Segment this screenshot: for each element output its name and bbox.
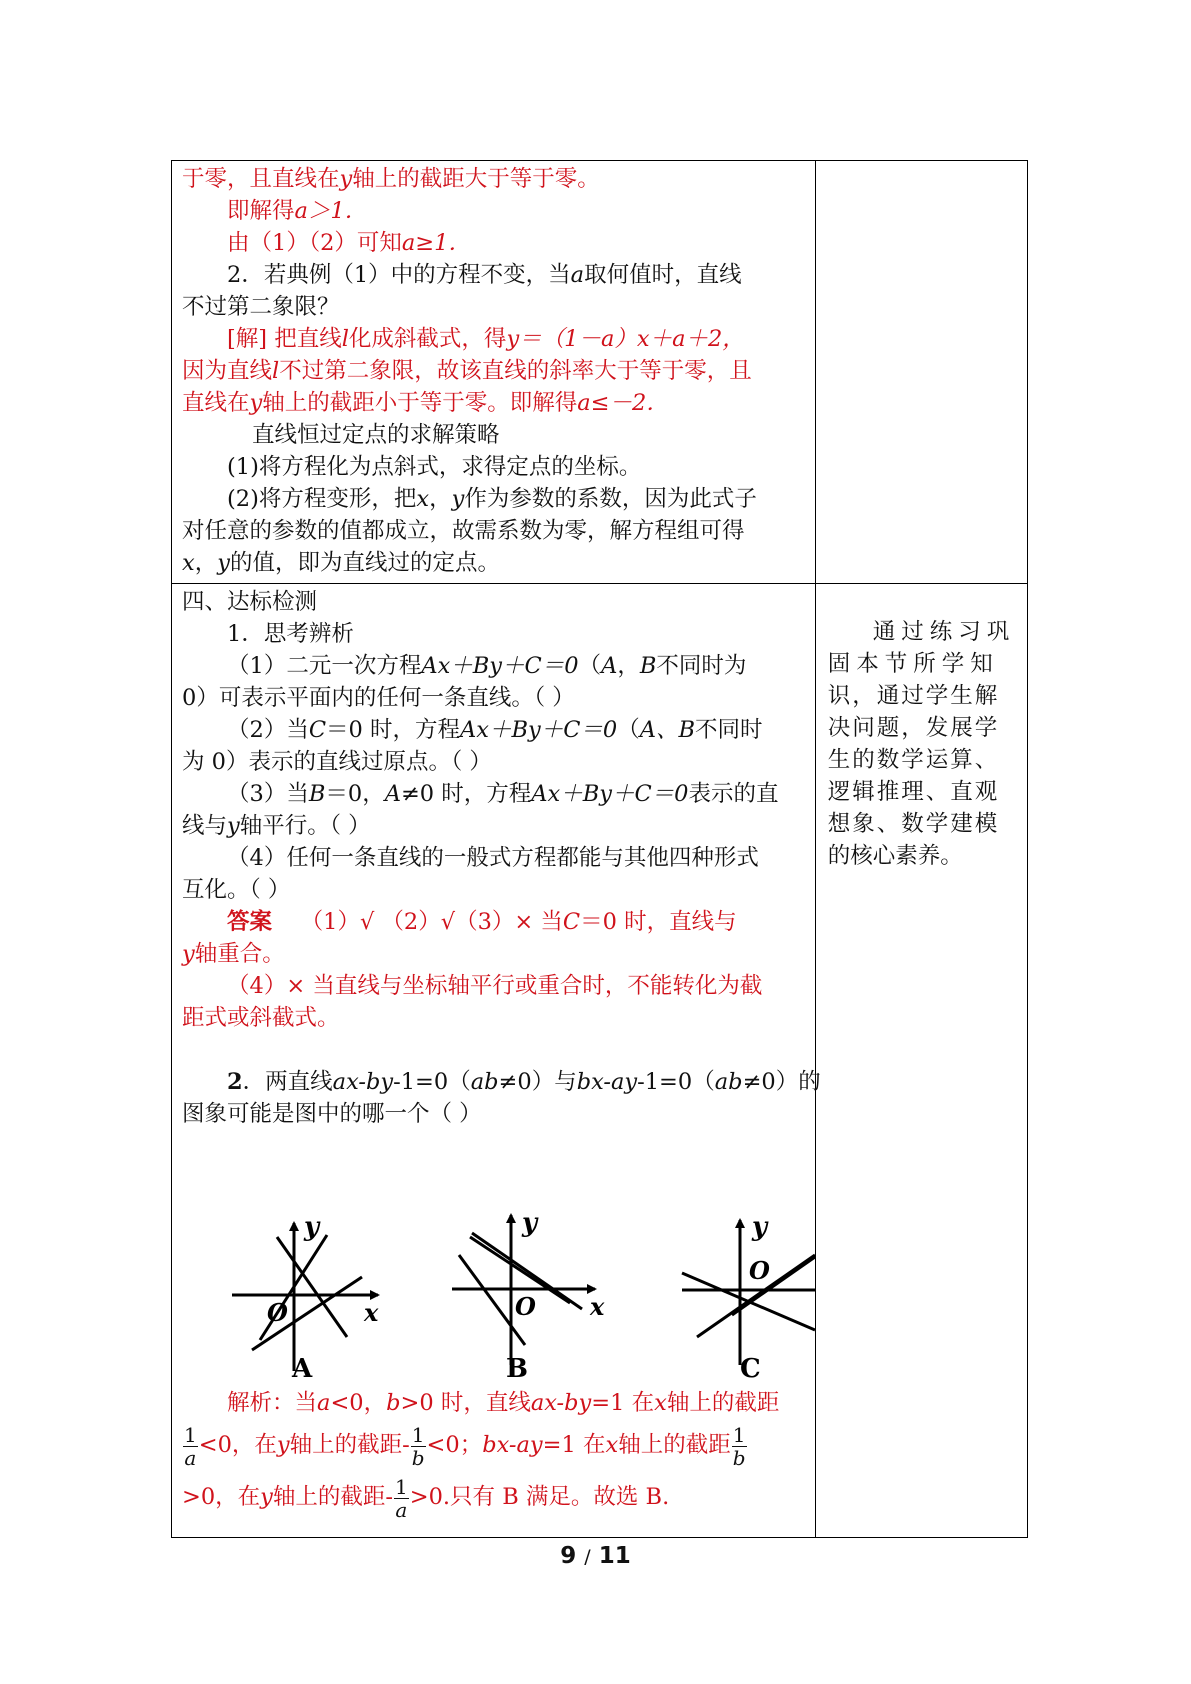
side-note-line: 逻辑推理、直观 xyxy=(827,779,1000,805)
page-current: 9 xyxy=(560,1543,577,1569)
text-line: 0）可表示平面内的任何一条直线。（ ） xyxy=(182,685,575,711)
text-line: 互化。（ ） xyxy=(182,877,291,903)
content-cell-top xyxy=(172,161,816,584)
answer-line: （4）× 当直线与坐标轴平行或重合时，不能转化为截 xyxy=(227,973,763,999)
origin-label: O xyxy=(515,1292,536,1321)
question-1-item: （4）任何一条直线的一般式方程都能与其他四种形式 xyxy=(227,845,759,871)
answer-line: y轴重合。 xyxy=(182,941,285,967)
page-number xyxy=(0,1543,1191,1569)
content-cell-bottom xyxy=(172,584,821,1538)
axis-y-label: y xyxy=(522,1208,538,1238)
axis-x-label: x xyxy=(590,1292,605,1321)
side-note xyxy=(816,584,1027,872)
question-1-title: 1．思考辨析 xyxy=(227,621,354,647)
strategy-line: x，y的值，即为直线过的定点。 xyxy=(182,550,500,576)
strategy-line: 对任意的参数的值都成立，故需系数为零，解方程组可得 xyxy=(182,518,745,544)
axis-y-label: y xyxy=(304,1212,320,1242)
table-row xyxy=(172,584,1028,1538)
text-line: 由（1）（2）可知a≥1． xyxy=(227,230,471,256)
side-note-line: 想象、数学建模 xyxy=(827,811,1000,837)
side-note-line: 决问题，发展学 xyxy=(827,715,1000,741)
fraction: $\frac{1}{a}$ xyxy=(395,1474,408,1522)
explanation-line: 解析：当a<0，b>0 时，直线ax-by=1 在x轴上的截距 xyxy=(227,1390,780,1416)
question-1-item: （3）当B＝0，A≠0 时，方程Ax＋By＋C＝0表示的直 xyxy=(227,781,779,807)
solution-line: 因为直线l不过第二象限，故该直线的斜率大于等于零，且 xyxy=(182,358,752,384)
solution-line: 直线在y轴上的截距小于等于零。即解得a≤－2． xyxy=(182,390,669,416)
explanation-line: >0，在y轴上的截距- $\frac{1}{a}$ >0.只有 B 满足。故选 B. xyxy=(182,1474,670,1522)
table-row xyxy=(172,161,1028,584)
solution-line: [解] 把直线l化成斜截式，得y＝（1－a）x＋a＋2， xyxy=(227,326,745,352)
strategy-line: (2)将方程变形，把x，y作为参数的系数，因为此式子 xyxy=(227,486,757,512)
figures-svg xyxy=(172,1175,815,1384)
fraction: $\frac{1}{a}$ xyxy=(184,1422,197,1470)
explanation-line: $\frac{1}{a}$ <0，在y轴上的截距- $\frac{1}{b}$ <0；bx-ay=1 在x轴上的截距 $\frac{1}{b}$ xyxy=(184,1422,746,1470)
figure-b xyxy=(452,1208,605,1384)
figure-a xyxy=(232,1212,379,1384)
text-line: 不过第二象限？ xyxy=(182,294,340,320)
text-line: 为 0）表示的直线过原点。（ ） xyxy=(182,749,492,775)
answer-figures xyxy=(182,1140,805,1384)
origin-label: O xyxy=(749,1256,770,1285)
answer-line: 距式或斜截式。 xyxy=(182,1005,340,1031)
text-line: 图象可能是图中的哪一个（ ） xyxy=(182,1101,482,1127)
answer-line: 答案 （1）√ （2）√（3）× 当C＝0 时，直线与 xyxy=(227,909,737,935)
figure-c xyxy=(682,1212,815,1384)
figure-label-b: B xyxy=(506,1354,528,1384)
side-note-line: 固本节所学知 xyxy=(827,651,999,677)
axis-x-label: x xyxy=(364,1298,379,1327)
question-2-line: 2．若典例（1）中的方程不变，当a取何值时，直线 xyxy=(227,262,742,288)
page-separator: / xyxy=(584,1546,591,1568)
figure-label-c: C xyxy=(740,1354,761,1384)
figure-label-a: A xyxy=(292,1354,313,1384)
text-line: 线与y轴平行。（ ） xyxy=(182,813,371,839)
side-note-line: 通过练习巩 xyxy=(872,619,1016,645)
axis-y-label: y xyxy=(752,1212,768,1242)
section-title: 四、达标检测 xyxy=(182,589,318,615)
question-1-item: （1）二元一次方程Ax＋By＋C＝0（A，B不同时为 xyxy=(227,653,747,679)
strategy-title: 直线恒过定点的求解策略 xyxy=(252,422,500,448)
question-2-line: 2．两直线ax-by-1=0（ab≠0）与bx-ay-1=0（ab≠0）的 xyxy=(227,1069,821,1095)
answer-label: 答案 xyxy=(227,909,273,935)
fraction: $\frac{1}{b}$ xyxy=(732,1422,746,1470)
page-total: 11 xyxy=(598,1543,631,1569)
side-cell-bottom xyxy=(815,584,1027,1538)
side-note-line: 识，通过学生解 xyxy=(827,683,1000,709)
side-cell-top xyxy=(815,161,1027,584)
side-note-line: 生的数学运算、 xyxy=(827,747,1000,773)
fraction: $\frac{1}{b}$ xyxy=(411,1422,425,1470)
text-line: 即解得a＞1． xyxy=(227,198,368,224)
lesson-table xyxy=(171,160,1028,1538)
question-1-item: （2）当C＝0 时，方程Ax＋By＋C＝0（A、B不同时 xyxy=(227,717,763,743)
text-line: 于零，且直线在y轴上的截距大于等于零。 xyxy=(182,166,600,192)
origin-label: O xyxy=(267,1298,288,1327)
side-note-line: 的核心素养。 xyxy=(827,843,963,869)
strategy-line: (1)将方程化为点斜式，求得定点的坐标。 xyxy=(227,454,642,480)
spacer xyxy=(182,1034,805,1066)
